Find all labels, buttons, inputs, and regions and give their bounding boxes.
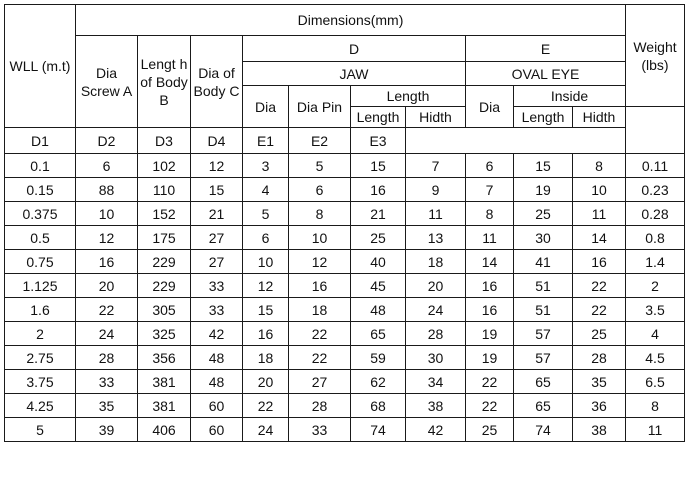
cell-d4: 13 [406, 226, 466, 250]
cell-e1: 16 [466, 274, 514, 298]
table-body [5, 154, 685, 442]
cell-weight: 0.28 [626, 202, 685, 226]
cell-e1: 16 [466, 298, 514, 322]
table-row [5, 154, 685, 178]
cell-e2: 51 [514, 298, 573, 322]
cell-dia-screw: 28 [76, 346, 138, 370]
cell-e3: 36 [573, 394, 626, 418]
cell-length-body: 152 [138, 202, 191, 226]
cell-weight: 4.5 [626, 346, 685, 370]
header-e-group: E [466, 36, 626, 62]
cell-e3: 16 [573, 250, 626, 274]
header-dia-e: Dia [466, 86, 514, 128]
cell-e3: 14 [573, 226, 626, 250]
cell-wll: 0.375 [5, 202, 76, 226]
cell-e2: 57 [514, 322, 573, 346]
cell-d4: 7 [406, 154, 466, 178]
cell-d4: 9 [406, 178, 466, 202]
cell-d3: 68 [351, 394, 406, 418]
cell-weight: 4 [626, 322, 685, 346]
cell-wll: 3.75 [5, 370, 76, 394]
table-row [5, 394, 685, 418]
cell-e1: 22 [466, 394, 514, 418]
header-code-d2: D2 [76, 128, 138, 154]
cell-d1: 16 [243, 322, 289, 346]
cell-weight: 2 [626, 274, 685, 298]
table-row [5, 250, 685, 274]
cell-e2: 19 [514, 178, 573, 202]
cell-e1: 14 [466, 250, 514, 274]
cell-wll: 5 [5, 418, 76, 442]
cell-wll: 2.75 [5, 346, 76, 370]
cell-dia-screw: 12 [76, 226, 138, 250]
cell-weight: 0.11 [626, 154, 685, 178]
cell-d3: 25 [351, 226, 406, 250]
cell-d4: 20 [406, 274, 466, 298]
header-length-d3: Length [351, 107, 406, 128]
cell-d1: 22 [243, 394, 289, 418]
cell-dia-body: 48 [191, 346, 243, 370]
table-row [5, 346, 685, 370]
header-jaw: JAW [243, 62, 466, 86]
header-d-group: D [243, 36, 466, 62]
header-code-e3: E3 [351, 128, 406, 154]
cell-d1: 4 [243, 178, 289, 202]
cell-d4: 11 [406, 202, 466, 226]
cell-dia-screw: 6 [76, 154, 138, 178]
cell-e2: 65 [514, 370, 573, 394]
header-dia-of-body: Dia of Body C [191, 36, 243, 128]
cell-d4: 38 [406, 394, 466, 418]
cell-e1: 19 [466, 346, 514, 370]
cell-wll: 0.75 [5, 250, 76, 274]
table-row [5, 418, 685, 442]
cell-weight: 3.5 [626, 298, 685, 322]
cell-d1: 12 [243, 274, 289, 298]
header-inside: Inside [514, 86, 626, 107]
cell-weight: 11 [626, 418, 685, 442]
cell-length-body: 406 [138, 418, 191, 442]
header-oval-eye: OVAL EYE [466, 62, 626, 86]
cell-d4: 42 [406, 418, 466, 442]
table-row [5, 226, 685, 250]
table-row [5, 178, 685, 202]
cell-e3: 28 [573, 346, 626, 370]
cell-dia-body: 33 [191, 274, 243, 298]
header-weight: Weight (lbs) [626, 5, 685, 107]
cell-d2: 18 [289, 298, 351, 322]
cell-d3: 48 [351, 298, 406, 322]
cell-e3: 22 [573, 274, 626, 298]
cell-d2: 5 [289, 154, 351, 178]
cell-length-body: 381 [138, 394, 191, 418]
cell-d1: 10 [243, 250, 289, 274]
cell-weight: 1.4 [626, 250, 685, 274]
cell-e3: 8 [573, 154, 626, 178]
cell-dia-screw: 24 [76, 322, 138, 346]
cell-dia-body: 33 [191, 298, 243, 322]
cell-e3: 22 [573, 298, 626, 322]
header-dimensions: Dimensions(mm) [76, 5, 626, 36]
cell-dia-body: 12 [191, 154, 243, 178]
cell-length-body: 381 [138, 370, 191, 394]
cell-dia-screw: 16 [76, 250, 138, 274]
cell-d2: 16 [289, 274, 351, 298]
cell-dia-screw: 39 [76, 418, 138, 442]
cell-d3: 62 [351, 370, 406, 394]
cell-d3: 16 [351, 178, 406, 202]
cell-e1: 25 [466, 418, 514, 442]
header-code-d4: D4 [191, 128, 243, 154]
cell-length-body: 305 [138, 298, 191, 322]
cell-dia-screw: 20 [76, 274, 138, 298]
cell-d4: 34 [406, 370, 466, 394]
cell-dia-screw: 88 [76, 178, 138, 202]
cell-d4: 24 [406, 298, 466, 322]
cell-d1: 20 [243, 370, 289, 394]
cell-wll: 1.6 [5, 298, 76, 322]
cell-e1: 7 [466, 178, 514, 202]
cell-d1: 5 [243, 202, 289, 226]
header-code-e2: E2 [289, 128, 351, 154]
header-dia-screw: Dia Screw A [76, 36, 138, 128]
cell-d2: 10 [289, 226, 351, 250]
cell-d3: 59 [351, 346, 406, 370]
header-code-d3: D3 [138, 128, 191, 154]
cell-wll: 4.25 [5, 394, 76, 418]
cell-length-body: 325 [138, 322, 191, 346]
cell-dia-screw: 10 [76, 202, 138, 226]
cell-d2: 28 [289, 394, 351, 418]
cell-dia-screw: 35 [76, 394, 138, 418]
cell-d2: 8 [289, 202, 351, 226]
cell-weight: 0.23 [626, 178, 685, 202]
cell-e2: 30 [514, 226, 573, 250]
cell-d2: 6 [289, 178, 351, 202]
cell-e2: 51 [514, 274, 573, 298]
cell-d3: 74 [351, 418, 406, 442]
cell-e2: 57 [514, 346, 573, 370]
table-row [5, 370, 685, 394]
table-row [5, 298, 685, 322]
cell-d2: 22 [289, 322, 351, 346]
cell-d2: 12 [289, 250, 351, 274]
cell-e1: 19 [466, 322, 514, 346]
cell-wll: 0.5 [5, 226, 76, 250]
header-length-of-body: Lengt h of Body B [138, 36, 191, 128]
cell-wll: 1.125 [5, 274, 76, 298]
cell-length-body: 229 [138, 250, 191, 274]
header-dia-pin: Dia Pin [289, 86, 351, 128]
cell-e1: 11 [466, 226, 514, 250]
cell-d4: 18 [406, 250, 466, 274]
cell-dia-body: 48 [191, 370, 243, 394]
cell-d2: 33 [289, 418, 351, 442]
cell-weight: 6.5 [626, 370, 685, 394]
cell-d1: 24 [243, 418, 289, 442]
cell-e3: 11 [573, 202, 626, 226]
cell-wll: 2 [5, 322, 76, 346]
cell-d3: 40 [351, 250, 406, 274]
cell-e3: 25 [573, 322, 626, 346]
cell-dia-screw: 22 [76, 298, 138, 322]
cell-e2: 65 [514, 394, 573, 418]
cell-e3: 35 [573, 370, 626, 394]
header-length-group: Length [351, 86, 466, 107]
cell-d3: 65 [351, 322, 406, 346]
cell-e1: 8 [466, 202, 514, 226]
cell-wll: 0.1 [5, 154, 76, 178]
cell-length-body: 102 [138, 154, 191, 178]
cell-dia-body: 60 [191, 418, 243, 442]
cell-dia-body: 21 [191, 202, 243, 226]
header-length-e2: Length [514, 107, 573, 128]
cell-d3: 21 [351, 202, 406, 226]
specification-table [4, 4, 685, 442]
table-row [5, 202, 685, 226]
cell-dia-body: 27 [191, 226, 243, 250]
cell-d3: 45 [351, 274, 406, 298]
header-hidth-d4: Hidth [406, 107, 466, 128]
cell-d4: 30 [406, 346, 466, 370]
cell-d1: 3 [243, 154, 289, 178]
header-hidth-e3: Hidth [573, 107, 626, 128]
cell-d2: 27 [289, 370, 351, 394]
cell-length-body: 229 [138, 274, 191, 298]
cell-d1: 18 [243, 346, 289, 370]
cell-wll: 0.15 [5, 178, 76, 202]
cell-dia-body: 42 [191, 322, 243, 346]
header-weight-blank [626, 107, 685, 154]
header-dia-d: Dia [243, 86, 289, 128]
cell-d4: 28 [406, 322, 466, 346]
header-code-d1: D1 [5, 128, 76, 154]
table-row [5, 322, 685, 346]
header-code-e1: E1 [243, 128, 289, 154]
cell-d2: 22 [289, 346, 351, 370]
cell-length-body: 356 [138, 346, 191, 370]
cell-d1: 6 [243, 226, 289, 250]
cell-d3: 15 [351, 154, 406, 178]
header-wll: WLL (m.t) [5, 5, 76, 128]
cell-length-body: 110 [138, 178, 191, 202]
cell-e3: 38 [573, 418, 626, 442]
cell-e2: 41 [514, 250, 573, 274]
cell-e1: 6 [466, 154, 514, 178]
cell-weight: 0.8 [626, 226, 685, 250]
cell-weight: 8 [626, 394, 685, 418]
cell-d1: 15 [243, 298, 289, 322]
cell-dia-body: 15 [191, 178, 243, 202]
cell-e3: 10 [573, 178, 626, 202]
cell-e2: 15 [514, 154, 573, 178]
cell-e2: 74 [514, 418, 573, 442]
cell-length-body: 175 [138, 226, 191, 250]
cell-dia-body: 27 [191, 250, 243, 274]
cell-dia-body: 60 [191, 394, 243, 418]
cell-e2: 25 [514, 202, 573, 226]
cell-dia-screw: 33 [76, 370, 138, 394]
cell-e1: 22 [466, 370, 514, 394]
table-row [5, 274, 685, 298]
